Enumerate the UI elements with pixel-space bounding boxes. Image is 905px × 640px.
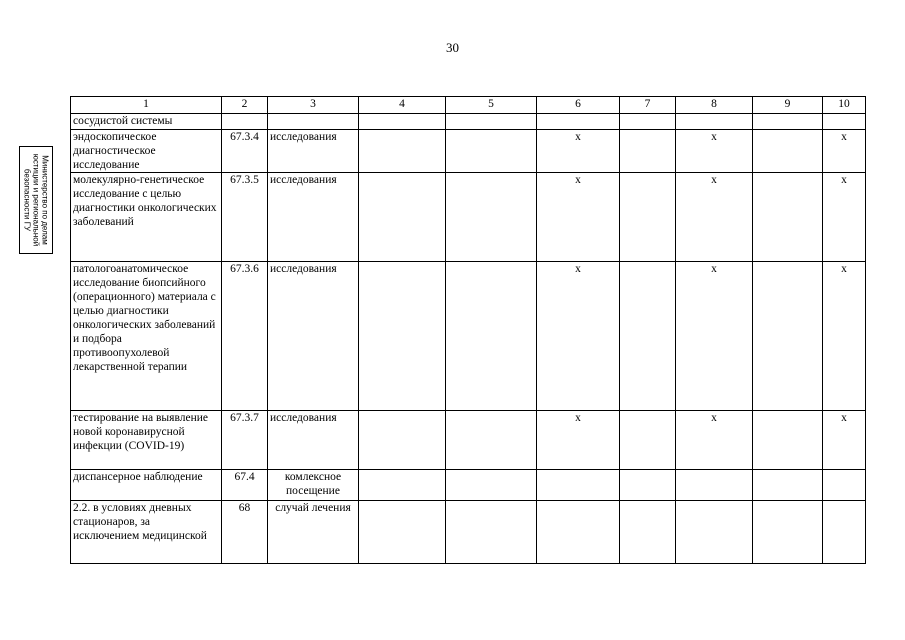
stamp-text: Министерство по делам юстиции и региональной безопасности ГУ bbox=[22, 153, 50, 247]
mark-cell: х bbox=[823, 411, 866, 470]
service-name: тестирование на выявление новой коронавирусной инфекции (COVID-19) bbox=[71, 411, 222, 470]
mark-cell bbox=[676, 114, 753, 130]
empty-cell bbox=[446, 262, 537, 411]
unit-cell bbox=[268, 114, 359, 130]
services-table bbox=[70, 96, 866, 564]
empty-cell bbox=[446, 470, 537, 501]
unit-cell: случай лечения bbox=[268, 501, 359, 564]
mark-cell bbox=[823, 470, 866, 501]
service-name: молекулярно-генетическое исследование с целью диагностики онкологических заболеваний bbox=[71, 173, 222, 262]
mark-cell bbox=[676, 470, 753, 501]
column-header: 4 bbox=[359, 97, 446, 114]
empty-cell bbox=[620, 130, 676, 173]
empty-cell bbox=[620, 501, 676, 564]
empty-cell bbox=[753, 411, 823, 470]
page-number: 30 bbox=[446, 40, 459, 55]
empty-cell bbox=[620, 411, 676, 470]
mark-cell: х bbox=[537, 411, 620, 470]
unit-cell: исследования bbox=[268, 262, 359, 411]
empty-cell bbox=[620, 173, 676, 262]
mark-cell: х bbox=[676, 130, 753, 173]
empty-cell bbox=[446, 501, 537, 564]
service-name: 2.2. в условиях дневных стационаров, за исключением медицинской bbox=[71, 501, 222, 564]
empty-cell bbox=[620, 114, 676, 130]
column-header: 5 bbox=[446, 97, 537, 114]
service-name: патологоанатомическое исследование биопсийного (операционного) материала с целью диагностики онкологических заболеваний и подбора противоопухолевой лекарственной терапии bbox=[71, 262, 222, 411]
empty-cell bbox=[359, 262, 446, 411]
empty-cell bbox=[753, 501, 823, 564]
mark-cell bbox=[823, 501, 866, 564]
empty-cell bbox=[446, 411, 537, 470]
mark-cell bbox=[823, 114, 866, 130]
mark-cell: х bbox=[676, 173, 753, 262]
table-row bbox=[71, 114, 866, 130]
column-header: 2 bbox=[222, 97, 268, 114]
column-header: 8 bbox=[676, 97, 753, 114]
row-code: 68 bbox=[222, 501, 268, 564]
column-header: 9 bbox=[753, 97, 823, 114]
mark-cell bbox=[537, 470, 620, 501]
mark-cell: х bbox=[537, 173, 620, 262]
mark-cell: х bbox=[823, 130, 866, 173]
mark-cell bbox=[537, 501, 620, 564]
table-row bbox=[71, 262, 866, 411]
empty-cell bbox=[753, 114, 823, 130]
mark-cell: х bbox=[823, 173, 866, 262]
empty-cell bbox=[620, 470, 676, 501]
table-row bbox=[71, 470, 866, 501]
unit-cell: исследования bbox=[268, 173, 359, 262]
header-row bbox=[71, 97, 866, 114]
service-name: эндоскопическое диагностическое исследование bbox=[71, 130, 222, 173]
empty-cell bbox=[446, 130, 537, 173]
row-code: 67.3.4 bbox=[222, 130, 268, 173]
column-header: 10 bbox=[823, 97, 866, 114]
empty-cell bbox=[753, 130, 823, 173]
empty-cell bbox=[359, 411, 446, 470]
unit-cell: комлексное посещение bbox=[268, 470, 359, 501]
mark-cell bbox=[676, 501, 753, 564]
empty-cell bbox=[359, 130, 446, 173]
table-row bbox=[71, 173, 866, 262]
table-row bbox=[71, 501, 866, 564]
registration-stamp bbox=[19, 146, 53, 254]
table-row bbox=[71, 130, 866, 173]
empty-cell bbox=[359, 501, 446, 564]
mark-cell: х bbox=[676, 262, 753, 411]
empty-cell bbox=[620, 262, 676, 411]
row-code: 67.3.6 bbox=[222, 262, 268, 411]
service-name: диспансерное наблюдение bbox=[71, 470, 222, 501]
row-code: 67.3.5 bbox=[222, 173, 268, 262]
mark-cell: х bbox=[823, 262, 866, 411]
empty-cell bbox=[753, 470, 823, 501]
unit-cell: исследования bbox=[268, 130, 359, 173]
empty-cell bbox=[753, 262, 823, 411]
mark-cell: х bbox=[676, 411, 753, 470]
table-row bbox=[71, 411, 866, 470]
column-header: 1 bbox=[71, 97, 222, 114]
unit-cell: исследования bbox=[268, 411, 359, 470]
empty-cell bbox=[446, 114, 537, 130]
empty-cell bbox=[753, 173, 823, 262]
empty-cell bbox=[446, 173, 537, 262]
empty-cell bbox=[359, 114, 446, 130]
empty-cell bbox=[359, 470, 446, 501]
column-header: 6 bbox=[537, 97, 620, 114]
mark-cell: х bbox=[537, 130, 620, 173]
empty-cell bbox=[359, 173, 446, 262]
row-code bbox=[222, 114, 268, 130]
row-code: 67.4 bbox=[222, 470, 268, 501]
column-header: 3 bbox=[268, 97, 359, 114]
service-name: сосудистой системы bbox=[71, 114, 222, 130]
row-code: 67.3.7 bbox=[222, 411, 268, 470]
mark-cell: х bbox=[537, 262, 620, 411]
column-header: 7 bbox=[620, 97, 676, 114]
mark-cell bbox=[537, 114, 620, 130]
